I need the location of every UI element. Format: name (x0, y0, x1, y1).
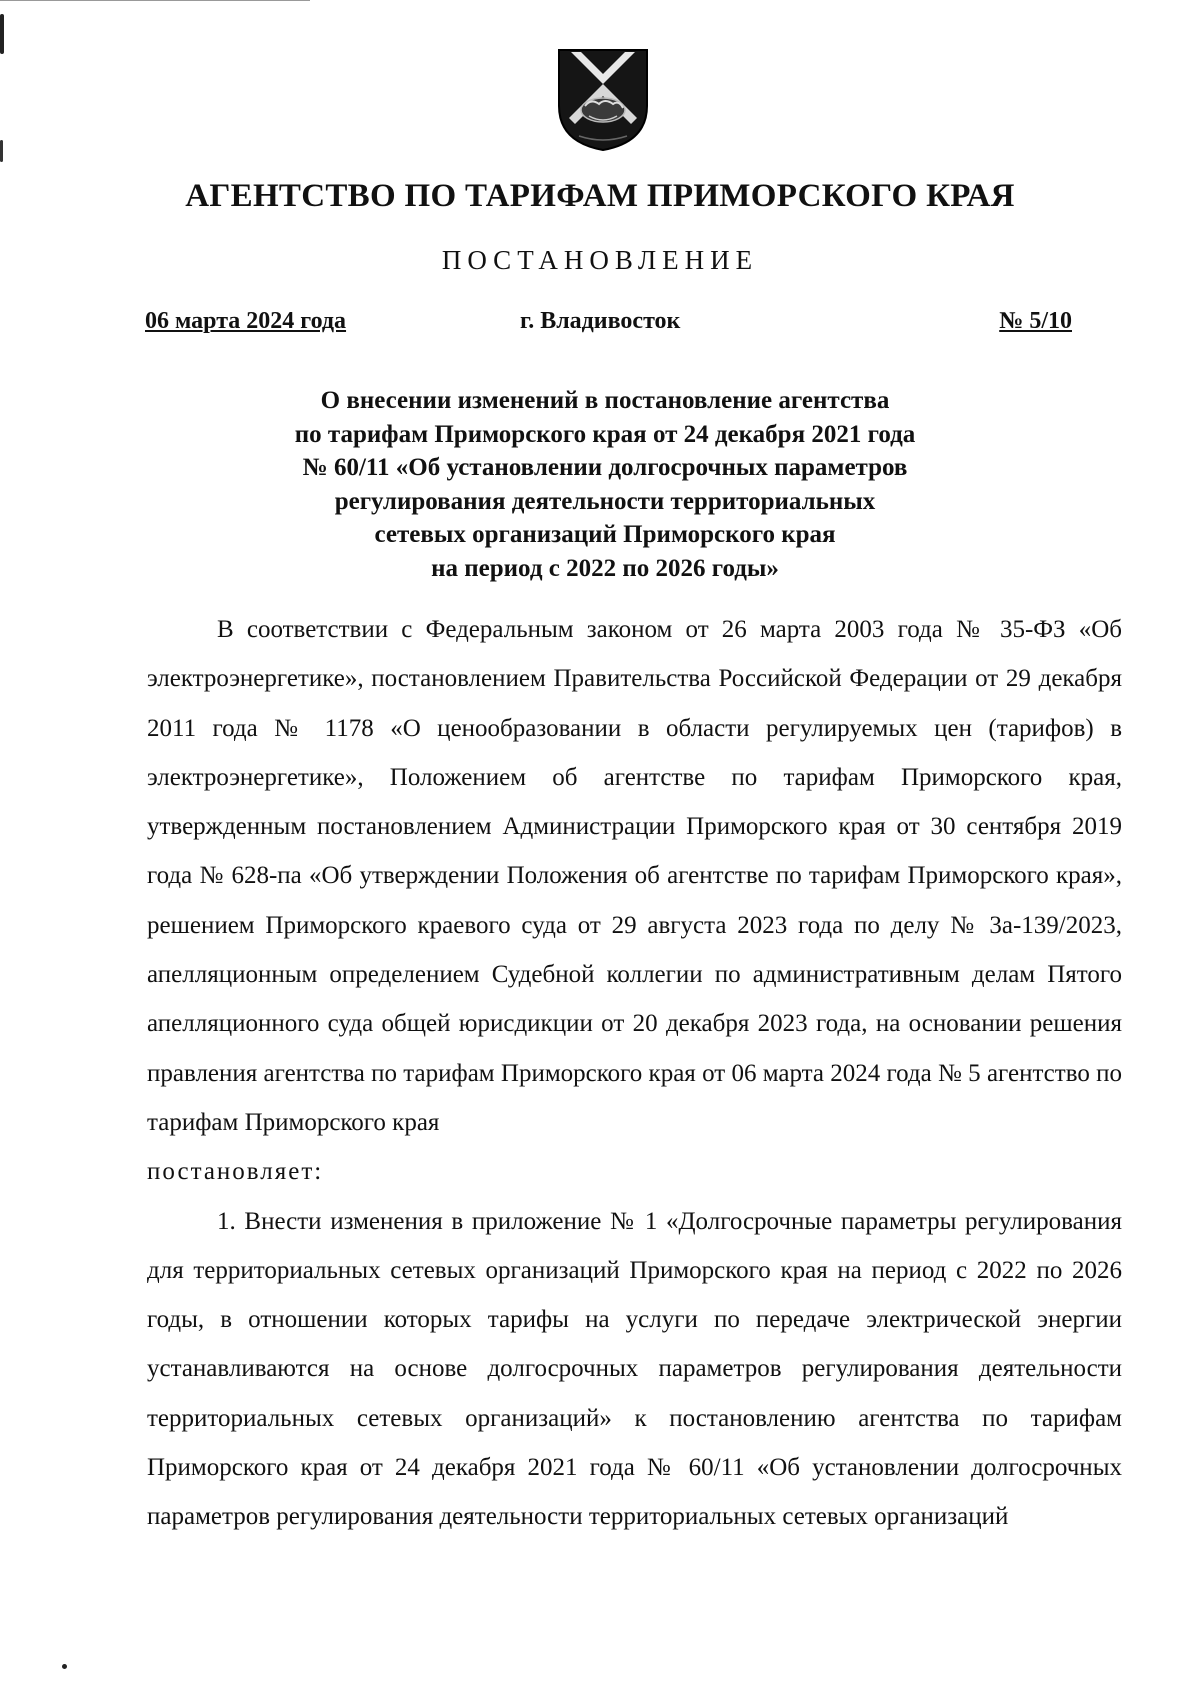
scan-artifact-mark (0, 14, 4, 54)
document-meta-row (0, 308, 1200, 344)
title-line: на период с 2022 по 2026 годы» (431, 554, 779, 582)
title-line: регулирования деятельности территориальных (334, 487, 876, 515)
item-1-paragraph: 1. Внести изменения в приложение № 1 «Долгосрочные параметры регулирования для территориальных сетевых организаций Приморского края на период с 2022 по 2026 годы, в отношении которых тарифы на услуги по передаче электрической энергии устанавливаются на основе долгосрочных параметров регулирования деятельности территориальных сетевых организаций» к постановлению агентства по тарифам Приморского края от 24 декабря 2021 года № 60/11 «Об установлении долгосрочных параметров регулирования деятельности территориальных сетевых организаций (147, 1207, 1122, 1531)
scan-edge-line (0, 0, 310, 1)
scan-artifact-mark (0, 140, 3, 162)
title-line: О внесении изменений в постановление агентства (320, 387, 890, 414)
coat-of-arms-emblem (555, 44, 651, 154)
preamble-paragraph: В соответствии с Федеральным законом от 26 марта 2003 года № 35-ФЗ «Об электроэнергетике», постановлением Правительства Российской Федерации от 29 декабря 2011 года № 1178 «О ценообразовании в области регулируемых цен (тарифов) в электроэнергетике», Положением об агентстве по тарифам Приморского края, утвержденным постановлением Администрации Приморского края от 30 сентября 2019 года № 628-па «Об утверждении Положения об агентстве по тарифам Приморского края», решением Приморского краевого суда от 29 августа 2023 года по делу № 3а-139/2023, апелляционным определением Судебной коллегии по административным делам Пятого апелляционного суда общей юрисдикции от 20 декабря 2023 года, на основании решения правления агентства по тарифам Приморского края от 06 марта 2024 года № 5 агентство по тарифам Приморского края (147, 616, 1122, 1136)
title-line: № 60/11 «Об установлении долгосрочных параметров (302, 454, 908, 481)
document-number: № 5/10 (999, 308, 1072, 334)
title-line: по тарифам Приморского края от 24 декабря 2021 года (294, 420, 916, 448)
agency-name: АГЕНТСТВО ПО ТАРИФАМ ПРИМОРСКОГО КРАЯ (185, 178, 1015, 214)
document-city: г. Владивосток (520, 308, 681, 334)
scan-artifact-dot (62, 1664, 67, 1669)
document-title (220, 384, 990, 585)
decree-word: постановляет: (147, 1158, 324, 1186)
document-type: ПОСТАНОВЛЕНИЕ (441, 245, 759, 275)
title-line: сетевых организаций Приморского края (374, 521, 836, 548)
document-body (147, 605, 1122, 1542)
document-date: 06 марта 2024 года (145, 308, 347, 334)
